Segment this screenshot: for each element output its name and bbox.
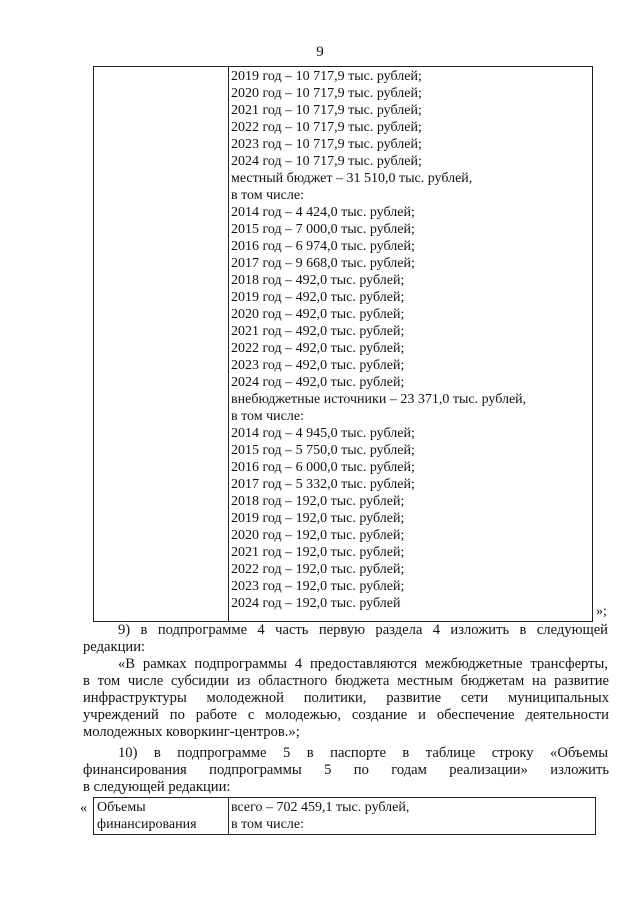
row-label-line-1: Объемы bbox=[97, 800, 146, 815]
quote-line-4: учреждений по работе с молодежью, создание и обеспечение деятельности bbox=[83, 707, 609, 723]
funding-line: местный бюджет – 31 510,0 тыс. рублей, bbox=[231, 171, 473, 186]
table-closing-quote: »; bbox=[596, 604, 607, 619]
funding-line: 2017 год – 9 668,0 тыс. рублей; bbox=[231, 256, 415, 271]
funding-line: 2019 год – 492,0 тыс. рублей; bbox=[231, 290, 405, 305]
funding-line: 2020 год – 192,0 тыс. рублей; bbox=[231, 528, 405, 543]
quote-line-5: молодежных коворкинг-центров.»; bbox=[83, 724, 300, 740]
funding-line: 2017 год – 5 332,0 тыс. рублей; bbox=[231, 477, 415, 492]
funding-line: 2020 год – 492,0 тыс. рублей; bbox=[231, 307, 405, 322]
funding-line: 2023 год – 492,0 тыс. рублей; bbox=[231, 358, 405, 373]
funding-line: 2024 год – 492,0 тыс. рублей; bbox=[231, 375, 405, 390]
funding-line: 2016 год – 6 000,0 тыс. рублей; bbox=[231, 460, 415, 475]
quote-line-1: «В рамках подпрограммы 4 предоставляются межбюджетные трансферты, bbox=[118, 656, 608, 672]
funding-lines-cell bbox=[231, 68, 591, 612]
funding-line: в том числе: bbox=[231, 409, 304, 424]
funding-line: 2019 год – 192,0 тыс. рублей; bbox=[231, 511, 405, 526]
subprogram-5-funding-table bbox=[93, 797, 596, 835]
page-number: 9 bbox=[316, 44, 324, 60]
funding-line: 2023 год – 192,0 тыс. рублей; bbox=[231, 579, 405, 594]
item-10-line-1: 10) в подпрограмме 5 в паспорте в таблице строку «Объемы bbox=[118, 745, 608, 761]
funding-line: 2018 год – 192,0 тыс. рублей; bbox=[231, 494, 405, 509]
funding-line: в том числе: bbox=[231, 188, 304, 203]
funding-line: 2015 год – 5 750,0 тыс. рублей; bbox=[231, 443, 415, 458]
quote-line-2: в том числе субсидии из областного бюджета местным бюджетам на развитие bbox=[83, 673, 609, 689]
funding-line: 2016 год – 6 974,0 тыс. рублей; bbox=[231, 239, 415, 254]
row-value-line-1: всего – 702 459,1 тыс. рублей, bbox=[231, 800, 410, 815]
funding-line: 2022 год – 492,0 тыс. рублей; bbox=[231, 341, 405, 356]
funding-line: 2021 год – 10 717,9 тыс. рублей; bbox=[231, 103, 422, 118]
item-10-line-2: финансирования подпрограммы 5 по годам реализации» изложить bbox=[83, 762, 609, 778]
funding-line: 2021 год – 192,0 тыс. рублей; bbox=[231, 545, 405, 560]
funding-line: 2014 год – 4 424,0 тыс. рублей; bbox=[231, 205, 415, 220]
funding-line: 2021 год – 492,0 тыс. рублей; bbox=[231, 324, 405, 339]
item-9-line-2: редакции: bbox=[83, 639, 146, 655]
funding-line: внебюджетные источники – 23 371,0 тыс. рублей, bbox=[231, 392, 527, 407]
funding-line: 2022 год – 192,0 тыс. рублей; bbox=[231, 562, 405, 577]
table-column-divider bbox=[228, 67, 229, 621]
funding-line: 2019 год – 10 717,9 тыс. рублей; bbox=[231, 69, 422, 84]
row-label-cell bbox=[97, 799, 225, 833]
table-open-quote: « bbox=[80, 800, 88, 816]
row-value-line-2: в том числе: bbox=[231, 817, 304, 832]
table-column-divider bbox=[228, 798, 229, 834]
item-9-line-1: 9) в подпрограмме 4 часть первую раздела 4 изложить в следующей bbox=[118, 622, 608, 638]
row-label-line-2: финансирования bbox=[97, 817, 197, 832]
funding-line: 2022 год – 10 717,9 тыс. рублей; bbox=[231, 120, 422, 135]
funding-table bbox=[93, 66, 593, 622]
row-value-cell bbox=[231, 799, 591, 833]
funding-line: 2014 год – 4 945,0 тыс. рублей; bbox=[231, 426, 415, 441]
funding-line: 2024 год – 192,0 тыс. рублей bbox=[231, 596, 401, 611]
funding-line: 2020 год – 10 717,9 тыс. рублей; bbox=[231, 86, 422, 101]
quote-line-3: инфраструктуры молодежной политики, развитие сети муниципальных bbox=[83, 690, 609, 706]
funding-line: 2024 год – 10 717,9 тыс. рублей; bbox=[231, 154, 422, 169]
funding-line: 2023 год – 10 717,9 тыс. рублей; bbox=[231, 137, 422, 152]
funding-line: 2018 год – 492,0 тыс. рублей; bbox=[231, 273, 405, 288]
item-10-line-3: в следующей редакции: bbox=[83, 779, 231, 795]
funding-line: 2015 год – 7 000,0 тыс. рублей; bbox=[231, 222, 415, 237]
